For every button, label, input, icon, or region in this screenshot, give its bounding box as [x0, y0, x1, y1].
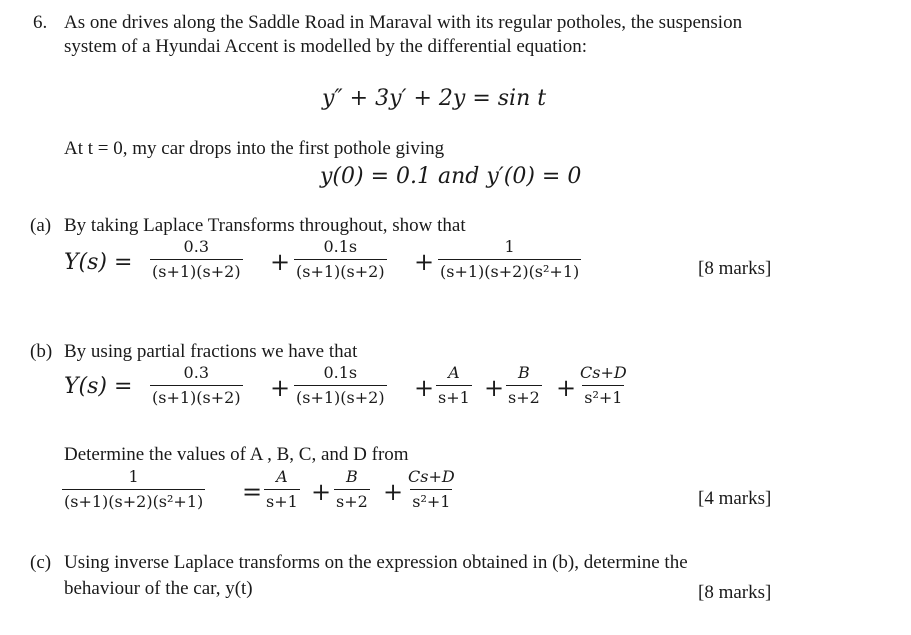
part-b-fraction-CD [578, 364, 629, 407]
part-b-fraction-2 [294, 364, 387, 407]
part-a-marks: [8 marks] [698, 258, 772, 279]
denominator: s²+1 [582, 385, 624, 407]
denominator: s+2 [506, 385, 542, 407]
numerator: 0.3 [183, 363, 209, 382]
part-a-fraction-2 [294, 238, 387, 281]
part-c-text-1: Using inverse Laplace transforms on the expression obtained in (b), determine the [64, 552, 688, 573]
pf-fraction-A [264, 468, 300, 511]
part-c-marks: [8 marks] [698, 582, 772, 603]
numerator: A [448, 363, 460, 382]
differential-equation: y″ + 3y′ + 2y = sin t [322, 86, 547, 111]
pf-fraction-CD [406, 468, 457, 511]
part-c-text-2: behaviour of the car, y(t) [64, 578, 253, 599]
equals-sign: = [242, 478, 263, 506]
part-a-text: By taking Laplace Transforms throughout, show that [64, 215, 466, 236]
intro-line-2: system of a Hyundai Accent is modelled by the differential equation: [64, 36, 588, 57]
plus-sign: + [311, 478, 332, 506]
determine-text: Determine the values of A , B, C, and D from [64, 444, 409, 465]
part-a-fraction-3 [438, 238, 581, 281]
plus-sign: + [270, 374, 291, 402]
plus-sign: + [383, 478, 404, 506]
part-b-fraction-B [506, 364, 542, 407]
numerator: 1 [504, 237, 515, 256]
part-b-text: By using partial fractions we have that [64, 341, 358, 362]
numerator: Cs+D [408, 467, 455, 486]
part-b-fraction-A [436, 364, 472, 407]
intro-line-1: As one drives along the Saddle Road in Maraval with its regular potholes, the suspension [64, 12, 743, 33]
numerator: Cs+D [580, 363, 627, 382]
condition-text: At t = 0, my car drops into the first pothole giving [64, 138, 445, 159]
part-c-label: (c) [30, 552, 52, 573]
numerator: B [518, 363, 530, 382]
pf-lhs-fraction [62, 468, 205, 511]
denominator: (s+1)(s+2)(s²+1) [438, 259, 581, 281]
denominator: s+1 [264, 489, 300, 511]
numerator: 0.3 [183, 237, 209, 256]
denominator: (s+1)(s+2) [294, 259, 387, 281]
denominator: s+2 [334, 489, 370, 511]
part-a-lhs: Y(s) = [64, 250, 133, 275]
denominator: (s+1)(s+2)(s²+1) [62, 489, 205, 511]
numerator: 0.1s [323, 363, 358, 382]
numerator: 0.1s [323, 237, 358, 256]
plus-sign: + [414, 248, 435, 276]
plus-sign: + [414, 374, 435, 402]
numerator: B [346, 467, 358, 486]
denominator: s+1 [436, 385, 472, 407]
part-b-fraction-1 [150, 364, 243, 407]
part-b-marks: [4 marks] [698, 488, 772, 509]
numerator: A [276, 467, 288, 486]
part-a-fraction-1 [150, 238, 243, 281]
question-number: 6. [33, 12, 48, 33]
plus-sign: + [484, 374, 505, 402]
denominator: (s+1)(s+2) [150, 385, 243, 407]
plus-sign: + [556, 374, 577, 402]
part-b-lhs: Y(s) = [64, 374, 133, 399]
denominator: (s+1)(s+2) [294, 385, 387, 407]
plus-sign: + [270, 248, 291, 276]
pf-fraction-B [334, 468, 370, 511]
denominator: s²+1 [410, 489, 452, 511]
denominator: (s+1)(s+2) [150, 259, 243, 281]
part-b-label: (b) [30, 341, 53, 362]
part-a-label: (a) [30, 215, 52, 236]
initial-conditions: y(0) = 0.1 and y′(0) = 0 [320, 164, 582, 189]
numerator: 1 [128, 467, 139, 486]
